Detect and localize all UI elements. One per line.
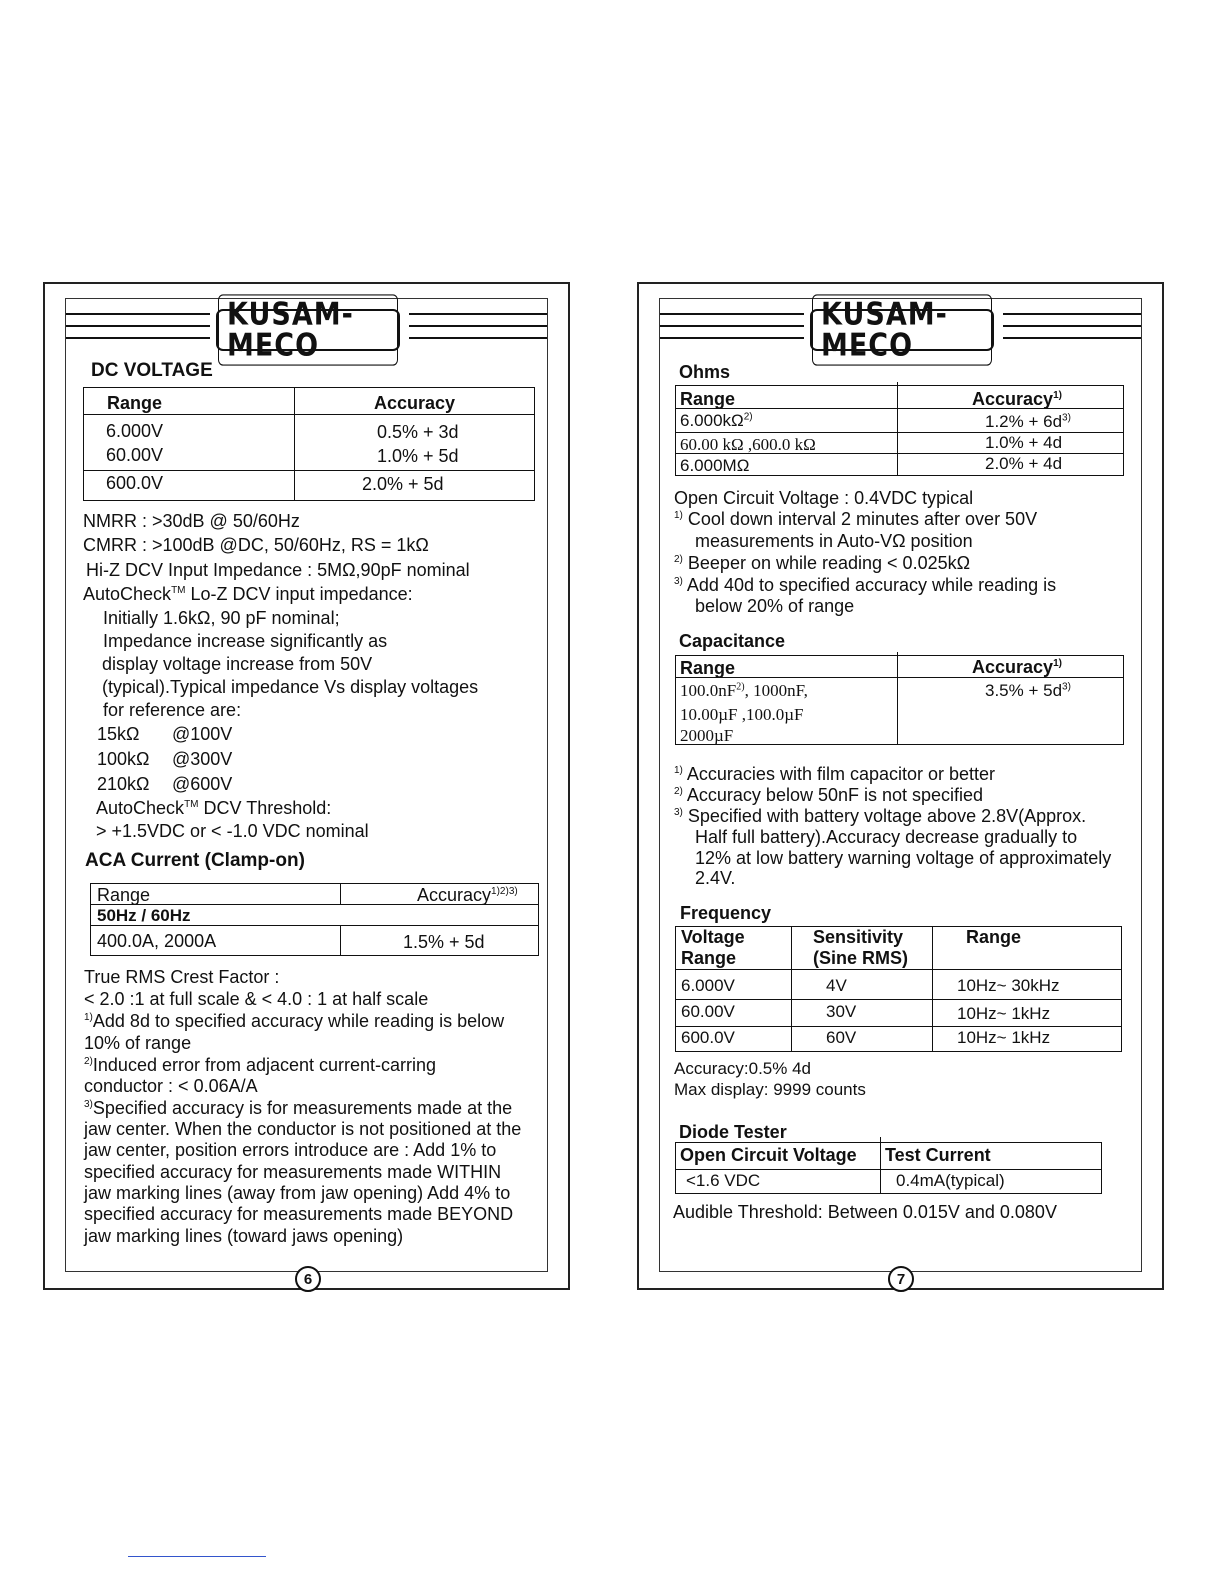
frequency-header-voltage-range: Voltage	[681, 927, 745, 947]
frequency-row-sensitivity: 30V	[826, 1002, 857, 1021]
brand-logo	[810, 296, 994, 364]
dc-voltage-title: DC VOLTAGE	[91, 360, 213, 381]
frequency-header-sensitivity: Sensitivity	[813, 927, 904, 947]
note-3: jaw marking lines (toward jaws opening)	[84, 1226, 404, 1246]
dc-header-accuracy: Accuracy	[374, 393, 456, 413]
aca-header-range: Range	[97, 885, 151, 905]
aca-row-accuracy: 1.5% + 5d	[403, 932, 485, 952]
diode-current-value: 0.4mA(typical)	[896, 1171, 1005, 1190]
frequency-row-voltage: 600.0V	[681, 1028, 735, 1047]
initial-impedance: Initially 1.6kΩ, 90 pF nominal;	[103, 608, 340, 628]
impedance-value: 210kΩ	[97, 774, 150, 794]
table-divider	[880, 1137, 881, 1193]
impedance-voltage: @600V	[172, 774, 233, 794]
ohms-title: Ohms	[679, 362, 731, 382]
aca-row-range: 400.0A, 2000A	[97, 931, 217, 951]
ohms-note-2: $^{2)}$ Beeper on while reading < 0.025kΩ	[674, 553, 971, 573]
frequency-header-range: Range	[966, 927, 1022, 947]
diode-header-current: Test Current	[885, 1145, 991, 1165]
impedance-line: Impedance increase significantly as	[103, 631, 388, 651]
hiz-impedance-spec: Hi-Z DCV Input Impedance : 5MΩ,90pF nominal	[86, 560, 470, 580]
table-divider	[340, 884, 341, 904]
brand-logo	[216, 296, 400, 364]
capacitance-note-3: Half full battery).Accuracy decrease gradually to	[695, 827, 1078, 847]
frequency-max-display: Max display: 9999 counts	[674, 1080, 866, 1099]
page-number: 6	[295, 1266, 321, 1292]
table-divider	[932, 927, 933, 1051]
table-divider	[676, 999, 1121, 1000]
capacitance-accuracy: $3.5\% + 5d^{3)}$	[985, 681, 1071, 700]
dc-row-accuracy: 0.5% + 3d	[377, 422, 459, 442]
dc-row-accuracy: 1.0% + 5d	[377, 446, 459, 466]
frequency-row-sensitivity: 4V	[826, 976, 847, 995]
header-rule	[66, 337, 210, 339]
impedance-value: 15kΩ	[97, 724, 140, 744]
autocheck-threshold: AutoCheck™ DCV Threshold:	[96, 798, 332, 818]
dc-row-range: 600.0V	[106, 473, 164, 493]
frequency-header-voltage-range: Range	[681, 948, 737, 968]
ohms-open-circuit-voltage: Open Circuit Voltage : 0.4VDC typical	[674, 488, 974, 508]
footer-link-underline[interactable]	[128, 1556, 266, 1557]
header-rule	[1003, 325, 1141, 327]
aca-frequency-row: 50Hz / 60Hz	[97, 906, 191, 925]
note-1: $^{1)}$Add 8d to specified accuracy while reading is below	[84, 1011, 505, 1031]
note-1: 10% of range	[84, 1033, 192, 1053]
note-2: $^{2)}$Induced error from adjacent current-carring	[84, 1055, 437, 1075]
header-rule	[660, 337, 804, 339]
table-divider	[340, 925, 341, 955]
aca-title: ACA Current (Clamp-on)	[85, 850, 305, 871]
header-rule	[66, 325, 210, 327]
table-divider	[84, 414, 534, 415]
capacitance-note-2: $^{2)}$ Accuracy below 50nF is not specified	[674, 785, 984, 805]
table-divider	[791, 927, 792, 1051]
header-rule	[1003, 313, 1141, 315]
table-divider	[676, 408, 1123, 409]
diode-voltage-value: <1.6 VDC	[686, 1171, 761, 1190]
impedance-voltage: @300V	[172, 749, 233, 769]
ohms-row-accuracy: 1.0% + 4d	[985, 433, 1063, 452]
impedance-line: display voltage increase from 50V	[102, 654, 373, 674]
aca-header-accuracy: Accuracy$^{1)2)3)}$	[417, 885, 518, 905]
note-3: specified accuracy for measurements made WITHIN	[84, 1162, 502, 1182]
crest-factor: True RMS Crest Factor :	[84, 967, 280, 987]
header-rule	[66, 313, 210, 315]
ohms-header-range: Range	[680, 389, 736, 409]
header-rule	[660, 325, 804, 327]
capacitance-note-3: $^{3)}$ Specified with battery voltage above 2.8V(Approx.	[674, 806, 1087, 826]
ohms-note-3: $^{3)}$ Add 40d to specified accuracy while reading is	[674, 575, 1057, 595]
threshold-value: > +1.5VDC or < -1.0 VDC nominal	[96, 821, 369, 841]
table-divider	[897, 652, 898, 744]
page-number: 7	[888, 1266, 914, 1292]
header-rule	[409, 313, 547, 315]
capacitance-range: 10.00µF ,100.0µF	[680, 705, 804, 724]
table-divider	[676, 1026, 1121, 1027]
diode-audible-threshold: Audible Threshold: Between 0.015V and 0.080V	[673, 1202, 1057, 1222]
diode-title: Diode Tester	[679, 1122, 787, 1142]
cmrr-spec: CMRR : >100dB @DC, 50/60Hz, RS = 1kΩ	[83, 535, 429, 555]
frequency-row-range: 10Hz~ 1kHz	[957, 1028, 1051, 1047]
ohms-note-1: $^{1)}$ Cool down interval 2 minutes after over 50V	[674, 509, 1038, 529]
table-divider	[294, 388, 295, 500]
impedance-line: (typical).Typical impedance Vs display voltages	[102, 677, 479, 697]
ohms-row-range: $6.000k\Omega^{2)}$	[680, 411, 753, 430]
crest-factor: < 2.0 :1 at full scale & < 4.0 : 1 at half scale	[84, 989, 429, 1009]
header-rule	[409, 325, 547, 327]
nmrr-spec: NMRR : >30dB @ 50/60Hz	[83, 511, 300, 531]
frequency-row-range: 10Hz~ 30kHz	[957, 976, 1060, 995]
dc-row-range: 60.00V	[106, 445, 164, 465]
capacitance-note-1: $^{1)}$ Accuracies with film capacitor or better	[674, 764, 996, 784]
frequency-row-sensitivity: 60V	[826, 1028, 857, 1047]
frequency-row-voltage: 6.000V	[681, 976, 735, 995]
frequency-accuracy: Accuracy:0.5% 4d	[674, 1059, 812, 1078]
frequency-row-voltage: 60.00V	[681, 1002, 735, 1021]
frequency-title: Frequency	[680, 903, 772, 923]
capacitance-range: $100.0nF^{2)}$, 1000nF,	[680, 681, 808, 700]
note-3: $^{3)}$Specified accuracy is for measurements made at the	[84, 1098, 513, 1118]
note-3: jaw center. When the conductor is not positioned at the	[84, 1119, 522, 1139]
impedance-voltage: @100V	[172, 724, 233, 744]
note-2: conductor : < 0.06A/A	[84, 1076, 258, 1096]
frequency-header-sensitivity: (Sine RMS)	[813, 948, 909, 968]
header-rule	[409, 337, 547, 339]
ohms-note-1: measurements in Auto-VΩ position	[695, 531, 973, 551]
capacitance-header-accuracy: Accuracy$^{1)}$	[972, 657, 1062, 677]
dc-header-range: Range	[107, 393, 163, 413]
diode-header-voltage: Open Circuit Voltage	[680, 1145, 857, 1165]
header-rule	[660, 313, 804, 315]
note-3: jaw center, position errors introduce are : Add 1% to	[84, 1140, 497, 1160]
capacitance-range: 2000µF	[680, 726, 734, 745]
impedance-value: 100kΩ	[97, 749, 150, 769]
table-divider	[676, 677, 1123, 678]
brand-logo-text: KUSAM-MECO	[812, 294, 992, 365]
ohms-row-accuracy: $1.2\% + 6d^{3)}$	[985, 412, 1071, 431]
ohms-header-accuracy: Accuracy$^{1)}$	[972, 389, 1062, 409]
capacitance-note-3: 2.4V.	[695, 868, 736, 888]
table-divider	[676, 969, 1121, 970]
header-rule	[1003, 337, 1141, 339]
capacitance-header-range: Range	[680, 658, 736, 678]
table-divider	[676, 1169, 1101, 1170]
note-3: specified accuracy for measurements made BEYOND	[84, 1204, 514, 1224]
frequency-row-range: 10Hz~ 1kHz	[957, 1004, 1051, 1023]
impedance-line: for reference are:	[103, 700, 242, 720]
dc-row-accuracy: 2.0% + 5d	[362, 474, 444, 494]
ohms-note-3: below 20% of range	[695, 596, 855, 616]
brand-logo-text: KUSAM-MECO	[218, 294, 398, 365]
table-divider	[91, 925, 538, 926]
capacitance-title: Capacitance	[679, 631, 786, 651]
table-divider	[897, 382, 898, 475]
ohms-row-range: 60.00 kΩ ,600.0 kΩ	[680, 435, 816, 454]
autocheck-loz-spec: AutoCheck™ Lo-Z DCV input impedance:	[83, 584, 413, 604]
ohms-row-range: 6.000MΩ	[680, 456, 750, 475]
ohms-row-accuracy: 2.0% + 4d	[985, 454, 1063, 473]
note-3: jaw marking lines (away from jaw opening) Add 4% to	[84, 1183, 511, 1203]
capacitance-note-3: 12% at low battery warning voltage of approximately	[695, 848, 1112, 868]
dc-row-range: 6.000V	[106, 421, 164, 441]
table-divider	[84, 470, 534, 471]
